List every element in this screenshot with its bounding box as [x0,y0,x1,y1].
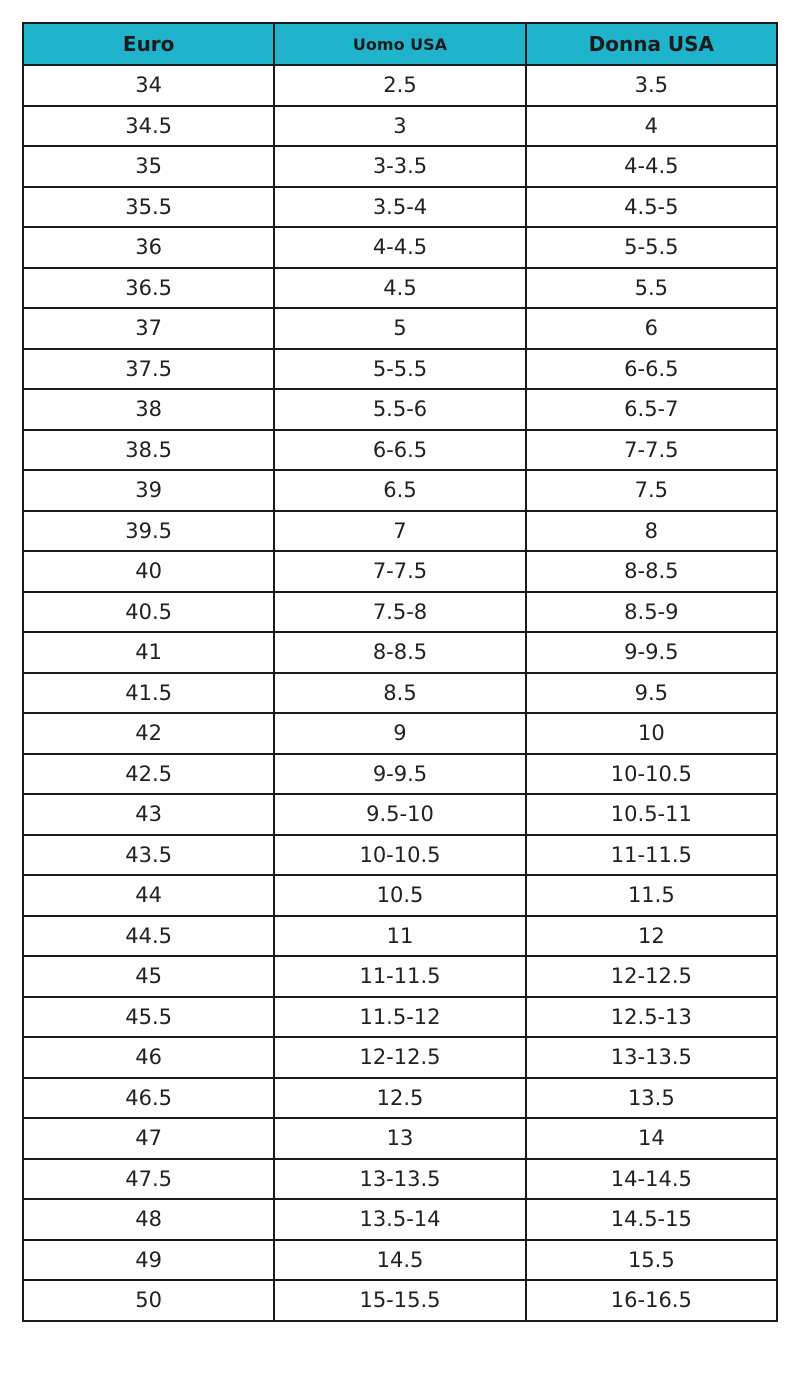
euro-cell: 45 [23,956,274,997]
euro-cell: 50 [23,1280,274,1321]
uomo-usa-cell: 4.5 [274,268,525,309]
uomo-usa-cell: 8.5 [274,673,525,714]
donna-usa-cell: 4 [526,106,777,147]
donna-usa-cell: 5.5 [526,268,777,309]
table-row [23,916,777,957]
header-uomo-usa: Uomo USA [274,23,525,65]
euro-cell: 43.5 [23,835,274,876]
table-row [23,308,777,349]
table-row [23,430,777,471]
donna-usa-cell: 8.5-9 [526,592,777,633]
table-row [23,835,777,876]
euro-cell: 37 [23,308,274,349]
table-row [23,592,777,633]
uomo-usa-cell: 10.5 [274,875,525,916]
table-row [23,146,777,187]
euro-cell: 36.5 [23,268,274,309]
table-body [23,65,777,1321]
euro-cell: 44.5 [23,916,274,957]
euro-cell: 40.5 [23,592,274,633]
size-conversion-table [22,22,778,1322]
table-row [23,713,777,754]
donna-usa-cell: 12 [526,916,777,957]
table-row [23,673,777,714]
table-row [23,551,777,592]
euro-cell: 45.5 [23,997,274,1038]
uomo-usa-cell: 9-9.5 [274,754,525,795]
table-row [23,1078,777,1119]
table-header-row [23,23,777,65]
table-row [23,875,777,916]
table-row [23,1280,777,1321]
table-row [23,794,777,835]
euro-cell: 39 [23,470,274,511]
uomo-usa-cell: 11 [274,916,525,957]
uomo-usa-cell: 3-3.5 [274,146,525,187]
donna-usa-cell: 12-12.5 [526,956,777,997]
donna-usa-cell: 13-13.5 [526,1037,777,1078]
donna-usa-cell: 8 [526,511,777,552]
uomo-usa-cell: 11.5-12 [274,997,525,1038]
uomo-usa-cell: 11-11.5 [274,956,525,997]
donna-usa-cell: 13.5 [526,1078,777,1119]
euro-cell: 37.5 [23,349,274,390]
donna-usa-cell: 6-6.5 [526,349,777,390]
euro-cell: 34.5 [23,106,274,147]
table-row [23,106,777,147]
header-euro: Euro [23,23,274,65]
uomo-usa-cell: 5 [274,308,525,349]
uomo-usa-cell: 2.5 [274,65,525,106]
uomo-usa-cell: 3.5-4 [274,187,525,228]
table-row [23,754,777,795]
euro-cell: 46 [23,1037,274,1078]
euro-cell: 38.5 [23,430,274,471]
uomo-usa-cell: 7 [274,511,525,552]
euro-cell: 48 [23,1199,274,1240]
uomo-usa-cell: 7-7.5 [274,551,525,592]
table-row [23,632,777,673]
uomo-usa-cell: 13-13.5 [274,1159,525,1200]
euro-cell: 34 [23,65,274,106]
euro-cell: 43 [23,794,274,835]
euro-cell: 36 [23,227,274,268]
table-row [23,65,777,106]
uomo-usa-cell: 12-12.5 [274,1037,525,1078]
euro-cell: 40 [23,551,274,592]
donna-usa-cell: 4-4.5 [526,146,777,187]
euro-cell: 44 [23,875,274,916]
uomo-usa-cell: 3 [274,106,525,147]
euro-cell: 41.5 [23,673,274,714]
header-donna-usa: Donna USA [526,23,777,65]
table-row [23,268,777,309]
uomo-usa-cell: 6.5 [274,470,525,511]
uomo-usa-cell: 6-6.5 [274,430,525,471]
donna-usa-cell: 4.5-5 [526,187,777,228]
table-row [23,1199,777,1240]
donna-usa-cell: 7-7.5 [526,430,777,471]
table-row [23,389,777,430]
uomo-usa-cell: 5.5-6 [274,389,525,430]
table-row [23,997,777,1038]
table-row [23,1118,777,1159]
table-row [23,1037,777,1078]
table-row [23,956,777,997]
uomo-usa-cell: 5-5.5 [274,349,525,390]
table-row [23,1240,777,1281]
donna-usa-cell: 10.5-11 [526,794,777,835]
donna-usa-cell: 6 [526,308,777,349]
uomo-usa-cell: 7.5-8 [274,592,525,633]
donna-usa-cell: 10 [526,713,777,754]
uomo-usa-cell: 9 [274,713,525,754]
donna-usa-cell: 6.5-7 [526,389,777,430]
donna-usa-cell: 14-14.5 [526,1159,777,1200]
table-row [23,470,777,511]
donna-usa-cell: 14.5-15 [526,1199,777,1240]
donna-usa-cell: 10-10.5 [526,754,777,795]
uomo-usa-cell: 14.5 [274,1240,525,1281]
euro-cell: 47.5 [23,1159,274,1200]
euro-cell: 38 [23,389,274,430]
donna-usa-cell: 3.5 [526,65,777,106]
uomo-usa-cell: 12.5 [274,1078,525,1119]
table-row [23,227,777,268]
donna-usa-cell: 16-16.5 [526,1280,777,1321]
table-row [23,187,777,228]
donna-usa-cell: 7.5 [526,470,777,511]
uomo-usa-cell: 13 [274,1118,525,1159]
uomo-usa-cell: 8-8.5 [274,632,525,673]
donna-usa-cell: 9-9.5 [526,632,777,673]
euro-cell: 46.5 [23,1078,274,1119]
euro-cell: 47 [23,1118,274,1159]
table-row [23,1159,777,1200]
uomo-usa-cell: 4-4.5 [274,227,525,268]
donna-usa-cell: 5-5.5 [526,227,777,268]
euro-cell: 35.5 [23,187,274,228]
donna-usa-cell: 15.5 [526,1240,777,1281]
donna-usa-cell: 14 [526,1118,777,1159]
euro-cell: 39.5 [23,511,274,552]
uomo-usa-cell: 13.5-14 [274,1199,525,1240]
uomo-usa-cell: 9.5-10 [274,794,525,835]
euro-cell: 42 [23,713,274,754]
donna-usa-cell: 11-11.5 [526,835,777,876]
euro-cell: 42.5 [23,754,274,795]
donna-usa-cell: 8-8.5 [526,551,777,592]
uomo-usa-cell: 10-10.5 [274,835,525,876]
donna-usa-cell: 9.5 [526,673,777,714]
euro-cell: 35 [23,146,274,187]
table-row [23,511,777,552]
euro-cell: 41 [23,632,274,673]
uomo-usa-cell: 15-15.5 [274,1280,525,1321]
euro-cell: 49 [23,1240,274,1281]
donna-usa-cell: 12.5-13 [526,997,777,1038]
table-row [23,349,777,390]
donna-usa-cell: 11.5 [526,875,777,916]
